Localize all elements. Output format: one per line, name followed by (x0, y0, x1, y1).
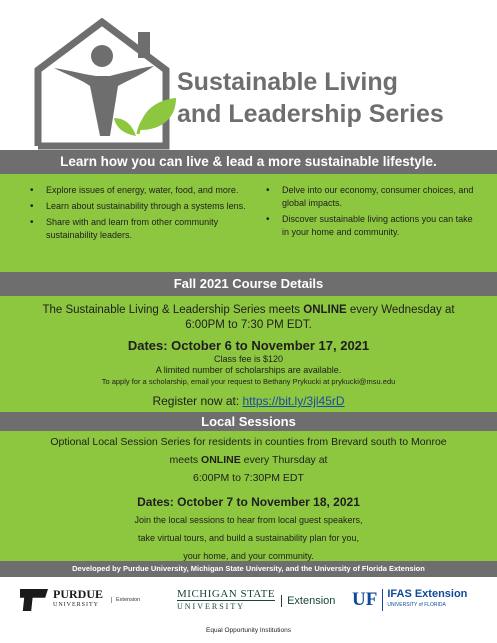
local-desc-2: take virtual tours, and build a sustainability plan for you, (137, 533, 360, 543)
purdue-ext: Extension (111, 597, 140, 603)
purdue-p-icon (20, 589, 48, 611)
purdue-name: PURDUE (53, 587, 103, 601)
uf-name: IFAS Extension (387, 588, 468, 600)
local-meets-mode: ONLINE (201, 454, 241, 466)
page-title (177, 66, 444, 130)
title-line-2: and Leadership Series (177, 100, 444, 128)
local-desc-3: your home, and your community. (183, 551, 314, 561)
local-dates: Dates: October 7 to November 18, 2021 (137, 495, 360, 509)
fall-meets-prefix: The Sustainable Living & Leadership Series meets (42, 304, 304, 316)
title-line-1: Sustainable Living (177, 68, 398, 96)
register-line (0, 394, 497, 408)
topics-section (0, 174, 497, 272)
msu-extension-logo (177, 588, 335, 613)
header (0, 0, 497, 150)
purdue-extension-logo (20, 589, 140, 611)
uf-ifas-logo (352, 589, 467, 611)
fall-course-heading: Fall 2021 Course Details (0, 272, 497, 296)
developed-by-banner: Developed by Purdue University, Michigan State University, and the University of Florida Extension (0, 561, 497, 577)
msu-sub: UNIVERSITY (177, 600, 275, 613)
fall-meeting-info (0, 303, 497, 333)
topic-item: • Learn about sustainability through a systems lens. (30, 200, 252, 213)
register-label: Register now at: (152, 394, 243, 408)
scholarship-note: A limited number of scholarships are available. (155, 365, 342, 375)
uf-sub: UNIVERSITY of FLORIDA (387, 602, 446, 608)
purdue-sub: UNIVERSITY (53, 602, 99, 608)
fall-meets-suffix: every Wednesday at 6:00PM to 7:30 PM EDT. (185, 304, 455, 331)
partner-logos (0, 577, 497, 627)
local-intro: Optional Local Session Series for residents in counties from Brevard south to Monroe (50, 436, 447, 448)
topic-item: • Discover sustainable living actions you can take in your home and community. (266, 213, 481, 239)
topics-list-right (266, 184, 481, 272)
local-sessions-heading: Local Sessions (0, 412, 497, 431)
topic-item: • Delve into our economy, consumer choices, and global impacts. (266, 184, 481, 210)
local-time: 6:00PM to 7:30PM EDT (193, 472, 304, 484)
topic-item: • Share with and learn from other community sustainability leaders. (30, 216, 252, 242)
scholarship-apply-note: To apply for a scholarship, email your request to Bethany Prykucki at prykucki@msu.edu (101, 377, 396, 386)
msu-ext: Extension (281, 595, 335, 607)
local-meets-suffix: every Thursday at (240, 454, 328, 466)
class-fee: Class fee is $120 (213, 354, 284, 364)
local-meets-prefix: meets (169, 454, 202, 466)
fall-dates: Dates: October 6 to November 17, 2021 (127, 338, 370, 353)
equal-opportunity-note: Equal Opportunity Institutions (206, 627, 291, 634)
register-link[interactable]: https://bit.ly/3jl45rD (242, 394, 345, 408)
local-meeting-info (0, 451, 497, 469)
local-desc-1: Join the local sessions to hear from local guest speakers, (134, 515, 363, 525)
local-sessions-section (0, 431, 497, 561)
uf-mark: UF (352, 589, 378, 610)
fall-course-section (0, 296, 497, 412)
topic-item: • Explore issues of energy, water, food, and more. (30, 184, 252, 197)
house-person-leaf-logo (30, 18, 180, 150)
tagline-banner: Learn how you can live & lead a more sustainable lifestyle. (0, 150, 497, 174)
fall-meets-mode: ONLINE (303, 304, 347, 316)
msu-name: MICHIGAN STATE (177, 588, 276, 600)
topics-list-left (30, 184, 252, 272)
